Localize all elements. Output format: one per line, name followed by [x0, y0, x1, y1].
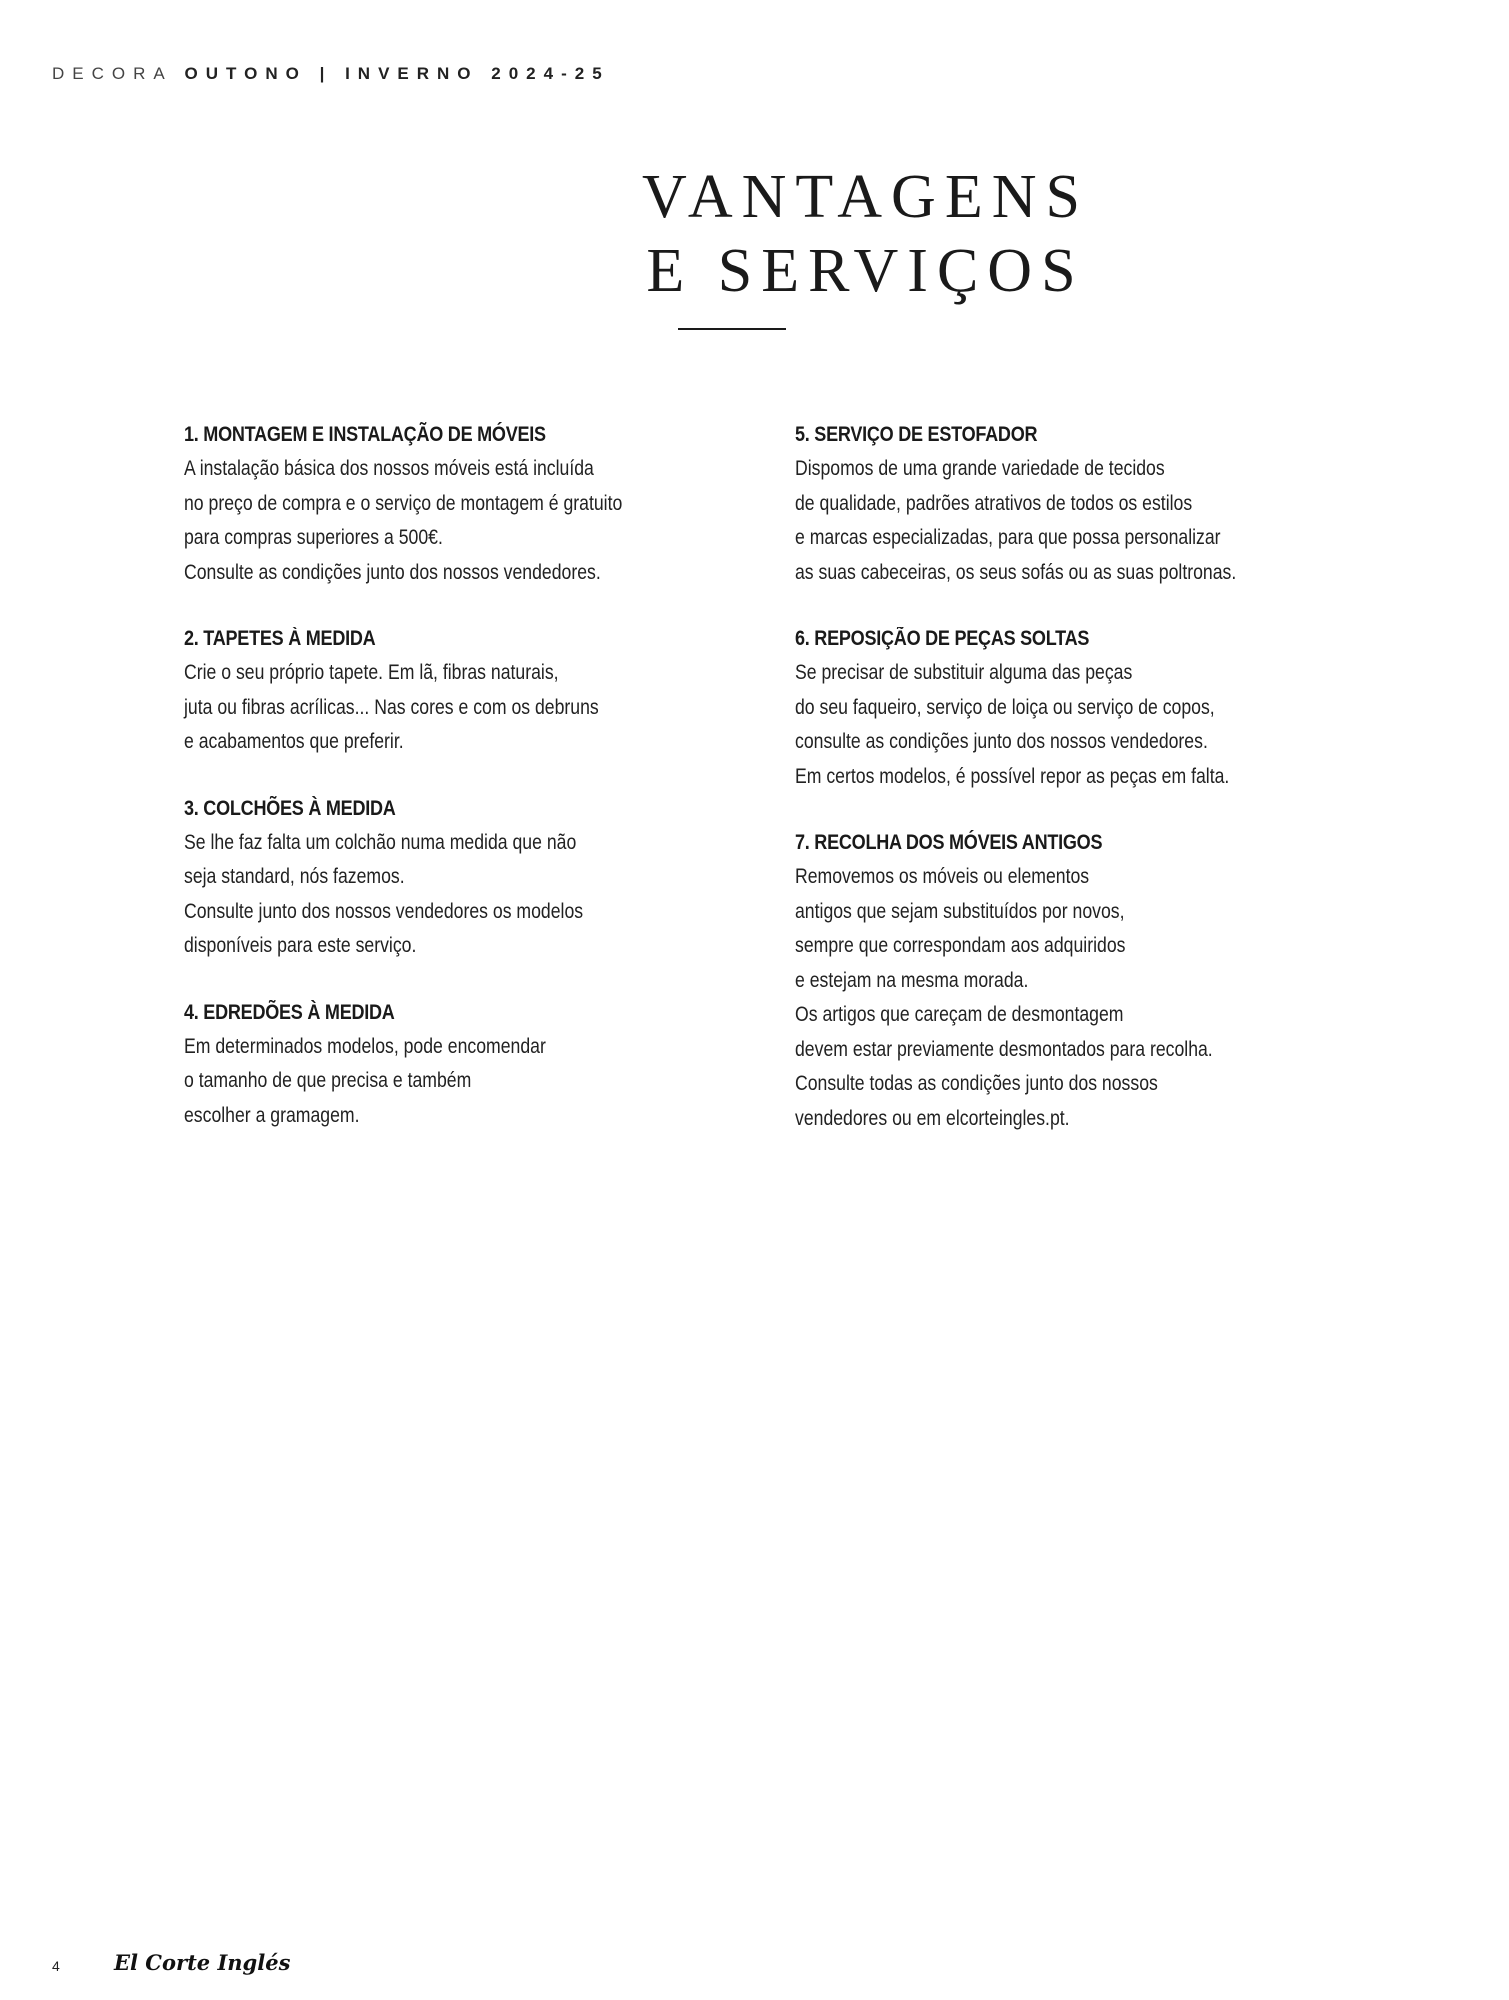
service-section-text: Consulte junto dos nossos vendedores os modelos [184, 899, 584, 923]
running-header [52, 64, 610, 84]
page-number: 4 [52, 1958, 60, 1974]
service-section-text: Se precisar de substituir alguma das peças [795, 661, 1133, 684]
service-section-title: 7. RECOLHA DOS MÓVEIS ANTIGOS [795, 831, 1103, 854]
page-title-line-1: VANTAGENS [642, 163, 1089, 231]
header-season: OUTONO [184, 64, 307, 83]
service-section-text: seja standard, nós fazemos. [184, 865, 405, 888]
title-divider [678, 328, 786, 330]
service-section-text: para compras superiores a 500€. [184, 526, 443, 549]
service-section-text: as suas cabeceiras, os seus sofás ou as suas poltronas. [795, 560, 1237, 584]
service-section-text: Consulte todas as condições junto dos nossos [795, 1072, 1158, 1095]
service-section-text: Consulte as condições junto dos nossos vendedores. [184, 560, 601, 584]
service-section [795, 624, 1415, 794]
service-section-text: sempre que correspondam aos adquiridos [795, 934, 1126, 957]
page-title [0, 160, 1509, 308]
service-section-text: no preço de compra e o serviço de montagem é gratuito [184, 491, 623, 515]
service-section-text: Os artigos que careçam de desmontagem [795, 1003, 1124, 1026]
service-section-text: devem estar previamente desmontados para recolha. [795, 1037, 1213, 1061]
service-section-text: Removemos os móveis ou elementos [795, 865, 1090, 888]
service-section-text: disponíveis para este serviço. [184, 934, 417, 957]
service-section [184, 420, 744, 590]
service-section-title: 6. REPOSIÇÃO DE PEÇAS SOLTAS [795, 627, 1090, 650]
service-section-text: e estejam na mesma morada. [795, 968, 1029, 992]
service-section [184, 794, 744, 964]
service-section-text: Crie o seu próprio tapete. Em lã, fibras naturais, [184, 661, 559, 684]
service-section [184, 998, 744, 1134]
service-section [795, 828, 1415, 1136]
service-section [184, 624, 744, 760]
service-section-text: consulte as condições junto dos nossos vendedores. [795, 730, 1208, 753]
service-section-text: o tamanho de que precisa e também [184, 1069, 472, 1092]
service-section-text: Dispomos de uma grande variedade de tecidos [795, 457, 1165, 480]
service-section-title: 2. TAPETES À MEDIDA [184, 627, 376, 650]
service-section-text: e marcas especializadas, para que possa personalizar [795, 526, 1221, 549]
service-section-text: Se lhe faz falta um colchão numa medida que não [184, 830, 577, 854]
logo-wordmark: El Corte Inglés [114, 1950, 291, 1975]
service-section-text: de qualidade, padrões atrativos de todos os estilos [795, 491, 1193, 515]
service-section-text: Em determinados modelos, pode encomendar [184, 1034, 546, 1058]
service-section-title: 5. SERVIÇO DE ESTOFADOR [795, 423, 1038, 446]
page-title-line-2: E SERVIÇOS [646, 237, 1085, 305]
service-section-title: 1. MONTAGEM E INSTALAÇÃO DE MÓVEIS [184, 423, 546, 446]
service-section-text: juta ou fibras acrílicas... Nas cores e com os debruns [184, 695, 599, 719]
header-separator: | [319, 64, 333, 83]
service-section-text: do seu faqueiro, serviço de loiça ou serviço de copos, [795, 695, 1215, 719]
service-section-text: escolher a gramagem. [184, 1103, 360, 1127]
service-section-text: e acabamentos que preferir. [184, 730, 404, 753]
service-section-text: Em certos modelos, é possível repor as peças em falta. [795, 764, 1230, 788]
service-section [795, 420, 1415, 590]
services-column-left [184, 420, 744, 1167]
service-section-text: antigos que sejam substituídos por novos, [795, 899, 1125, 923]
service-section-title: 3. COLCHÕES À MEDIDA [184, 796, 396, 820]
header-collection: INVERNO 2024-25 [345, 64, 610, 83]
service-section-text: A instalação básica dos nossos móveis está incluída [184, 457, 594, 480]
service-section-text: vendedores ou em elcorteingles.pt. [795, 1106, 1070, 1130]
el-corte-ingles-logo-icon [112, 1944, 291, 1980]
service-section-title: 4. EDREDÕES À MEDIDA [184, 1000, 395, 1024]
services-column-right [795, 420, 1415, 1170]
header-brand-word: DECORA [52, 64, 172, 83]
